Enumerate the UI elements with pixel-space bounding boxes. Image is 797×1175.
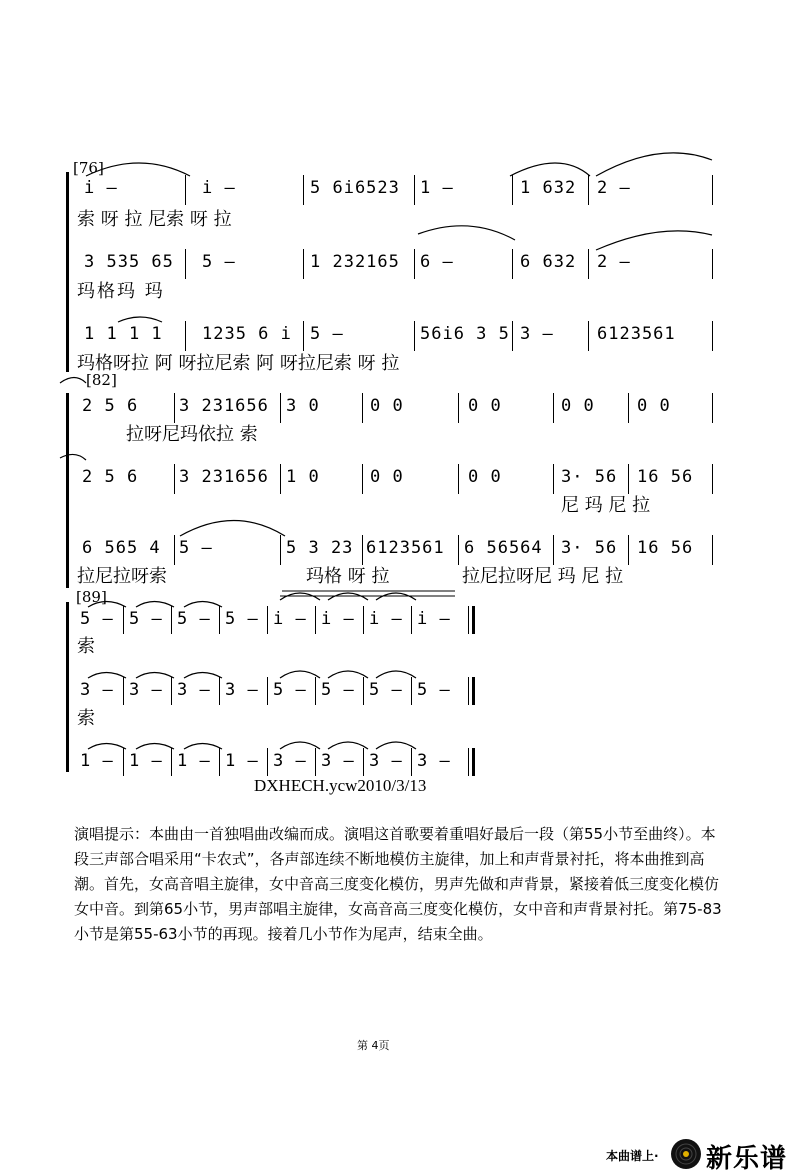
- footer-note: 本曲谱上·: [606, 1149, 659, 1163]
- measure: 3 –: [369, 751, 403, 771]
- measure: 5 –: [202, 252, 236, 272]
- tie: [88, 673, 126, 679]
- measure: 1 –: [177, 751, 211, 771]
- measure: 5 –: [321, 680, 355, 700]
- measure: 1 232165: [310, 252, 400, 272]
- measure: 3 231656: [179, 396, 269, 416]
- measure: 6 –: [420, 252, 454, 272]
- measure: 2 5 6: [82, 396, 139, 416]
- tie: [88, 602, 126, 608]
- measure: 3 –: [225, 680, 259, 700]
- measure: 3· 56: [561, 538, 618, 558]
- measure-number: [76]: [73, 159, 104, 177]
- measure: 5 –: [369, 680, 403, 700]
- measure: 3 –: [520, 324, 554, 344]
- tie: [328, 742, 368, 749]
- measure: 1 –: [225, 751, 259, 771]
- slur: [596, 153, 712, 176]
- measure: 3 231656: [179, 467, 269, 487]
- measure: 1 –: [129, 751, 163, 771]
- lyrics: 拉尼拉呀索: [77, 566, 167, 587]
- lyrics: 索: [77, 708, 95, 729]
- measure: 2 5 6: [82, 467, 139, 487]
- measure: 2 –: [597, 252, 631, 272]
- measure: 0 0: [370, 396, 404, 416]
- tie: [88, 744, 126, 750]
- measure: 16 56: [637, 467, 694, 487]
- tie: [376, 671, 416, 678]
- measure: 1 0: [286, 467, 320, 487]
- measure: 2 –: [597, 178, 631, 198]
- measure: 0 0: [468, 467, 502, 487]
- measure: 5 –: [273, 680, 307, 700]
- measure: 3 535 65: [84, 252, 174, 272]
- measure: 5 –: [179, 538, 213, 558]
- measure: 5 –: [225, 609, 259, 629]
- tie: [136, 744, 174, 750]
- measure: 5 –: [177, 609, 211, 629]
- measure: 5 6i6523: [310, 178, 400, 198]
- measure: 3 –: [321, 751, 355, 771]
- measure: i –: [369, 609, 403, 629]
- measure: i –: [321, 609, 355, 629]
- measure: 5 –: [129, 609, 163, 629]
- measure: 6123561: [597, 324, 676, 344]
- measure: 0 0: [637, 396, 671, 416]
- measure: 3 0: [286, 396, 320, 416]
- measure: 3 –: [417, 751, 451, 771]
- measure: 3 –: [129, 680, 163, 700]
- tie: [328, 671, 368, 678]
- tie: [136, 602, 174, 608]
- tie: [184, 602, 222, 608]
- measure: i –: [273, 609, 307, 629]
- vinyl-icon: [670, 1138, 702, 1170]
- measure: 16 56: [637, 538, 694, 558]
- measure: 1 1 1 1: [84, 324, 163, 344]
- measure: 6 565 4: [82, 538, 161, 558]
- measure: i –: [417, 609, 451, 629]
- measure: 3 –: [80, 680, 114, 700]
- measure: 3 –: [273, 751, 307, 771]
- measure: 5 –: [310, 324, 344, 344]
- measure: 1 632: [520, 178, 577, 198]
- measure-number: [89]: [76, 588, 107, 606]
- lyrics: 尼 玛 尼 拉: [561, 495, 651, 516]
- lyrics: 索 呀 拉 尼索 呀 拉: [77, 209, 232, 230]
- slur: [60, 378, 86, 384]
- lyrics: 拉尼拉呀尼 玛 尼 拉: [462, 566, 624, 587]
- slur: [596, 231, 712, 250]
- measure: 3 –: [177, 680, 211, 700]
- arranger-signature: DXHECH.ycw2010/3/13: [254, 776, 427, 795]
- measure: 1 –: [80, 751, 114, 771]
- measure: 0 0: [370, 467, 404, 487]
- measure: 56i6 3 5: [420, 324, 510, 344]
- slur: [118, 317, 162, 322]
- measure: 0 0: [561, 396, 595, 416]
- tie: [280, 742, 320, 749]
- slur: [86, 163, 190, 176]
- measure: 6 56564: [464, 538, 543, 558]
- measure: 1 –: [420, 178, 454, 198]
- measure: 3· 56: [561, 467, 618, 487]
- slur: [418, 226, 515, 240]
- measure: 1235 6 i: [202, 324, 292, 344]
- measure: 5 –: [417, 680, 451, 700]
- lyrics: 玛格 呀 拉: [306, 566, 390, 587]
- measure: 5 –: [80, 609, 114, 629]
- slur: [180, 521, 285, 537]
- measure: 6 632: [520, 252, 577, 272]
- measure-number: [82]: [86, 371, 117, 389]
- measure: i –: [202, 178, 236, 198]
- brand-logo[interactable]: 新乐谱: [706, 1144, 788, 1174]
- tie: [184, 673, 222, 679]
- lyrics: 拉呀尼玛依拉 索: [126, 424, 258, 445]
- measure: 0 0: [468, 396, 502, 416]
- slur: [60, 454, 86, 460]
- tie: [280, 671, 320, 678]
- lyrics: 玛格呀拉 阿 呀拉尼索 阿 呀拉尼索 呀 拉: [77, 353, 400, 374]
- measure: 5 3 23: [286, 538, 354, 558]
- slur: [510, 163, 590, 176]
- performance-notes: 演唱提示：本曲由一首独唱曲改编而成。演唱这首歌要着重唱好最后一段（第55小节至曲终）。本段三声部合唱采用“卡农式”，各声部连续不断地模仿主旋律，加上和声背景衬托，将本曲推到高潮。首先，女高音唱主旋律，女中音高三度变化模仿，男声先做和声背景，紧接着低三度变化模仿女中音。到第65小节，男声部唱主旋律，女高音高三度变化模仿，女中音和声背景衬托。第75-83小节是第55-63小节的再现。接着几小节作为尾声，结束全曲。: [74, 825, 722, 943]
- tie: [136, 673, 174, 679]
- tie: [184, 744, 222, 750]
- lyrics: 玛格玛 玛: [77, 281, 165, 302]
- measure: 6123561: [366, 538, 445, 558]
- tie: [376, 742, 416, 749]
- page-number: 第 4页: [357, 1039, 390, 1052]
- measure: i –: [84, 178, 118, 198]
- lyrics: 索: [77, 636, 95, 657]
